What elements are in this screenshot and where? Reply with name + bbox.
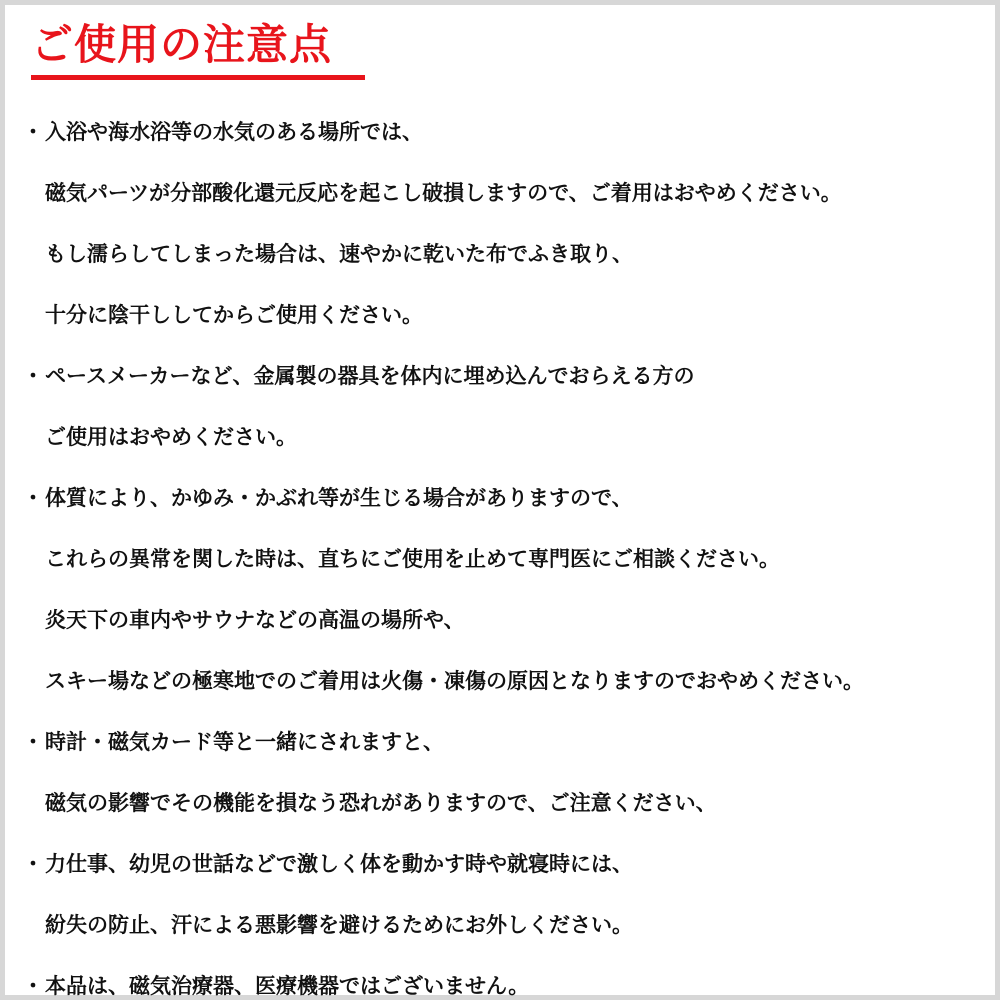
note-continuation: [21, 178, 842, 208]
note-item: [21, 361, 695, 391]
title-underline: [31, 75, 365, 80]
note-text: 炎天下の車内やサウナなどの高温の場所や、: [45, 608, 465, 632]
bullet-mark: ・: [22, 852, 44, 876]
note-item: [21, 117, 423, 147]
title-block: [31, 19, 332, 71]
note-text: 時計・磁気カード等と一緒にされますと、: [45, 730, 444, 754]
note-text: 体質により、かゆみ・かぶれ等が生じる場合がありますので、: [45, 486, 633, 510]
note-text: 磁気の影響でその機能を損なう恐れがありますので、ご注意ください、: [45, 791, 717, 815]
note-continuation: [21, 605, 465, 635]
note-item: [21, 971, 529, 1001]
bullet-mark: ・: [22, 364, 44, 388]
note-text: 入浴や海水浴等の水気のある場所では、: [45, 120, 423, 144]
note-text: 力仕事、幼児の世話などで激しく体を動かす時や就寝時には、: [45, 852, 633, 876]
note-text: スキー場などの極寒地でのご着用は火傷・凍傷の原因となりますのでおやめください。: [45, 669, 864, 693]
note-item: [21, 483, 633, 513]
note-text: ペースメーカーなど、金属製の器具を体内に埋め込んでおらえる方の: [45, 364, 695, 388]
note-text: 磁気パーツが分部酸化還元反応を起こし破損しますので、ご着用はおやめください。: [45, 181, 842, 205]
note-continuation: [21, 788, 717, 818]
note-text: 本品は、磁気治療器、医療機器ではございません。: [45, 974, 530, 998]
note-continuation: [21, 239, 633, 269]
note-text: 紛失の防止、汗による悪影響を避けるためにお外しください。: [45, 913, 633, 937]
note-text: もし濡らしてしまった場合は、速やかに乾いた布でふき取り、: [45, 242, 633, 266]
bullet-mark: ・: [22, 120, 44, 144]
note-item: [21, 849, 633, 879]
note-continuation: [21, 422, 297, 452]
bullet-mark: ・: [22, 974, 44, 998]
note-item: [21, 727, 444, 757]
page-title: ご使用の注意点: [31, 20, 333, 69]
note-continuation: [21, 300, 423, 330]
bullet-mark: ・: [22, 730, 44, 754]
bullet-mark: ・: [22, 486, 44, 510]
note-continuation: [21, 910, 633, 940]
note-text: ご使用はおやめください。: [45, 425, 297, 449]
note-continuation: [21, 666, 864, 696]
note-text: 十分に陰干ししてからご使用ください。: [45, 303, 423, 327]
note-continuation: [21, 544, 780, 574]
note-text: これらの異常を関した時は、直ちにご使用を止めて専門医にご相談ください。: [45, 547, 780, 571]
